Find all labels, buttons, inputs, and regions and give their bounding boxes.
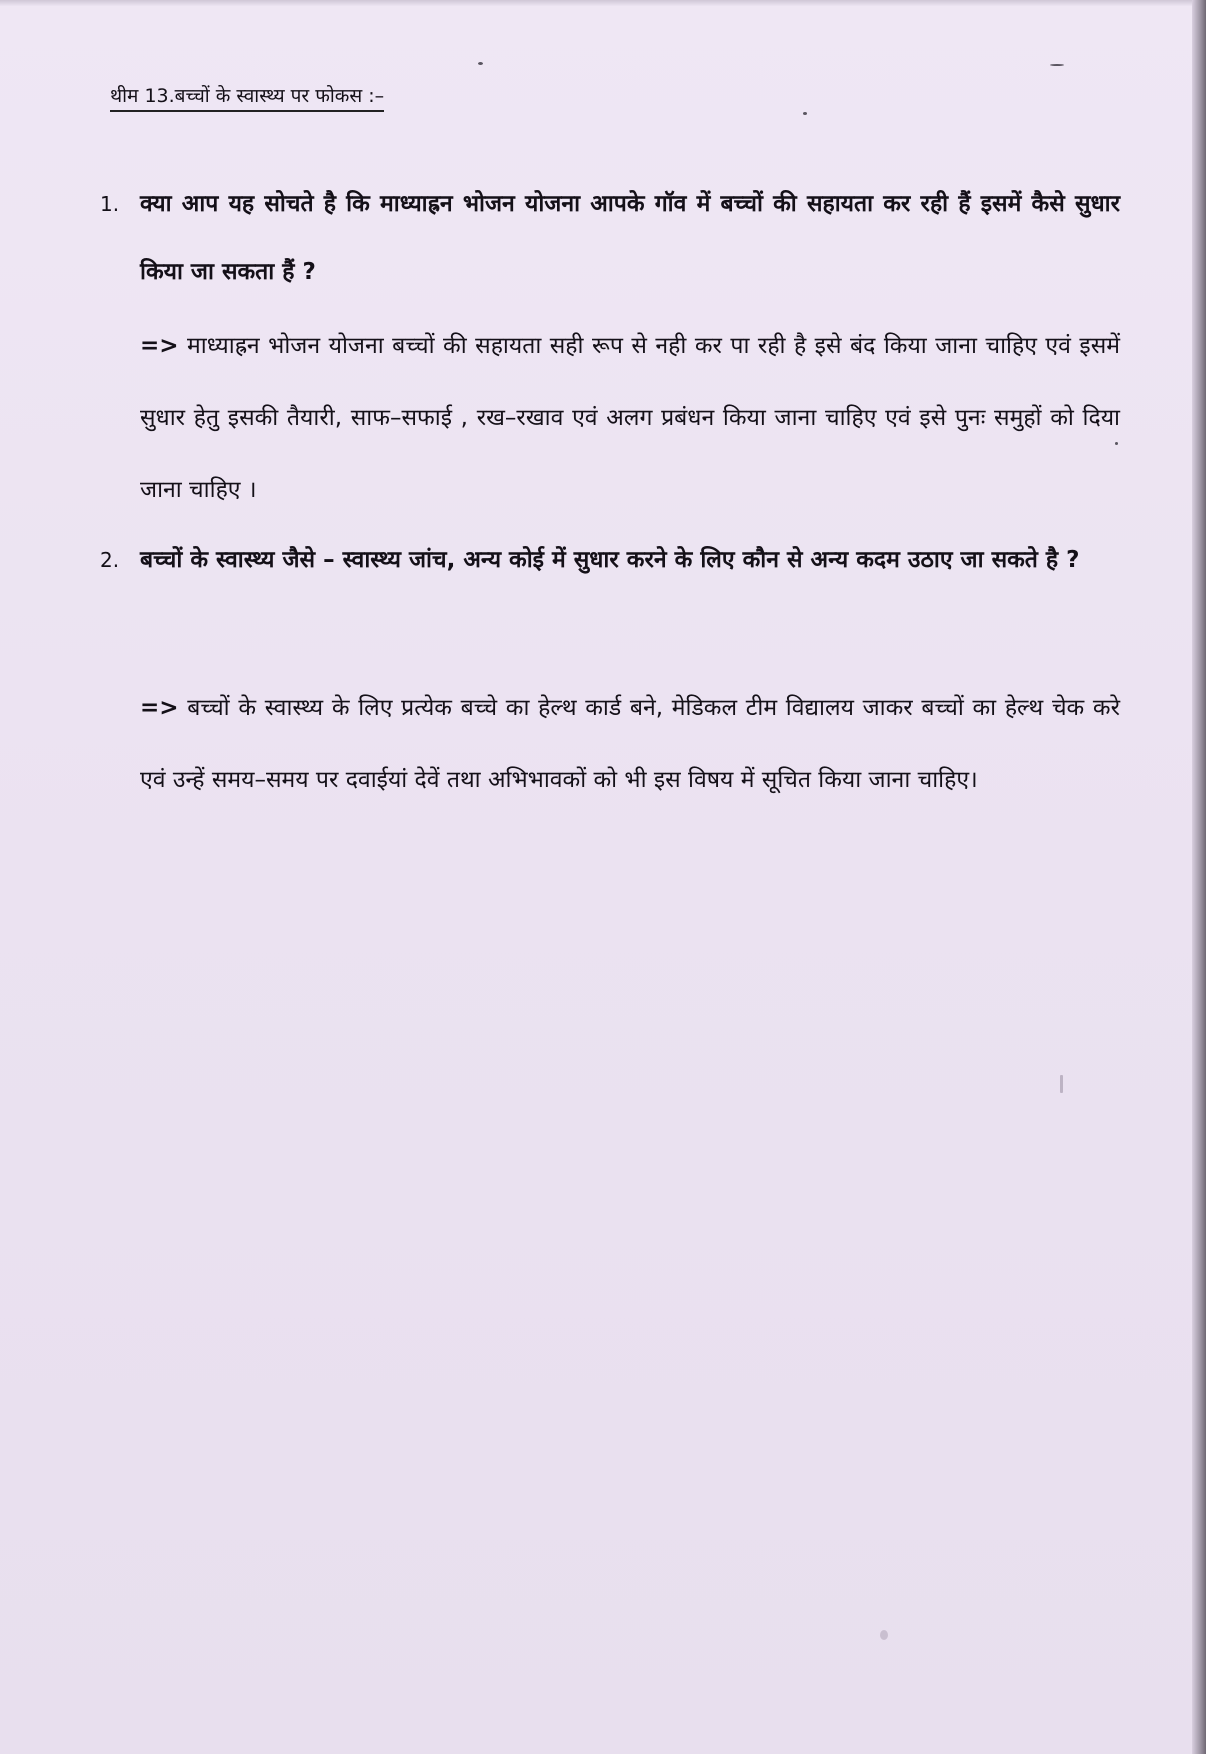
item-question: बच्चों के स्वास्थ्य जैसे – स्वास्थ्य जांच, अन्य कोई में सुधार करने के लिए कौन से अन्य कदम उठाए जा सकते है ? <box>140 547 1080 573</box>
scan-speck <box>880 1630 888 1640</box>
page-top-shadow <box>0 0 1206 6</box>
item-answer: माध्याह्रन भोजन योजना बच्चों की सहायता सही रूप से नही कर पा रही है इसे बंद किया जाना चाहिए एवं इसमें सुधार हेतु इसकी तैयारी, साफ–सफाई , रख–रखाव एवं अलग प्रबंधन किया जाना चाहिए एवं इसे पुनः समुहों को दिया जाना चाहिए । <box>140 333 1121 503</box>
scan-speck <box>478 62 483 65</box>
item-answer: बच्चों के स्वास्थ्य के लिए प्रत्येक बच्चे का हेल्थ कार्ड बने, मेडिकल टीम विद्यालय जाकर बच्चों का हेल्थ चेक करे एवं उन्हें समय–समय पर दवाईयां देवें तथा अभिभावकों को भी इस विषय में सूचित किया जाना चाहिए। <box>140 695 1121 793</box>
answer-arrow: => <box>140 333 179 359</box>
answer-arrow: => <box>140 695 179 721</box>
item-number: 2. <box>100 548 120 572</box>
page-right-edge-shadow <box>1192 0 1206 1754</box>
item-answer-block <box>140 310 1120 526</box>
item-question: क्या आप यह सोचते है कि माध्याह्रन भोजन योजना आपके गॉव में बच्चों की सहायता कर रही हैं इसमें कैसे सुधार किया जा सकता हैं ? <box>140 191 1120 285</box>
scan-speck <box>1050 64 1064 66</box>
scan-speck <box>803 112 807 115</box>
item-number: 1. <box>100 192 120 216</box>
page-heading: थीम 13.बच्चों के स्वास्थ्य पर फोकस :– <box>110 82 384 112</box>
scan-speck <box>1060 1075 1063 1093</box>
item-answer-block <box>140 672 1120 816</box>
